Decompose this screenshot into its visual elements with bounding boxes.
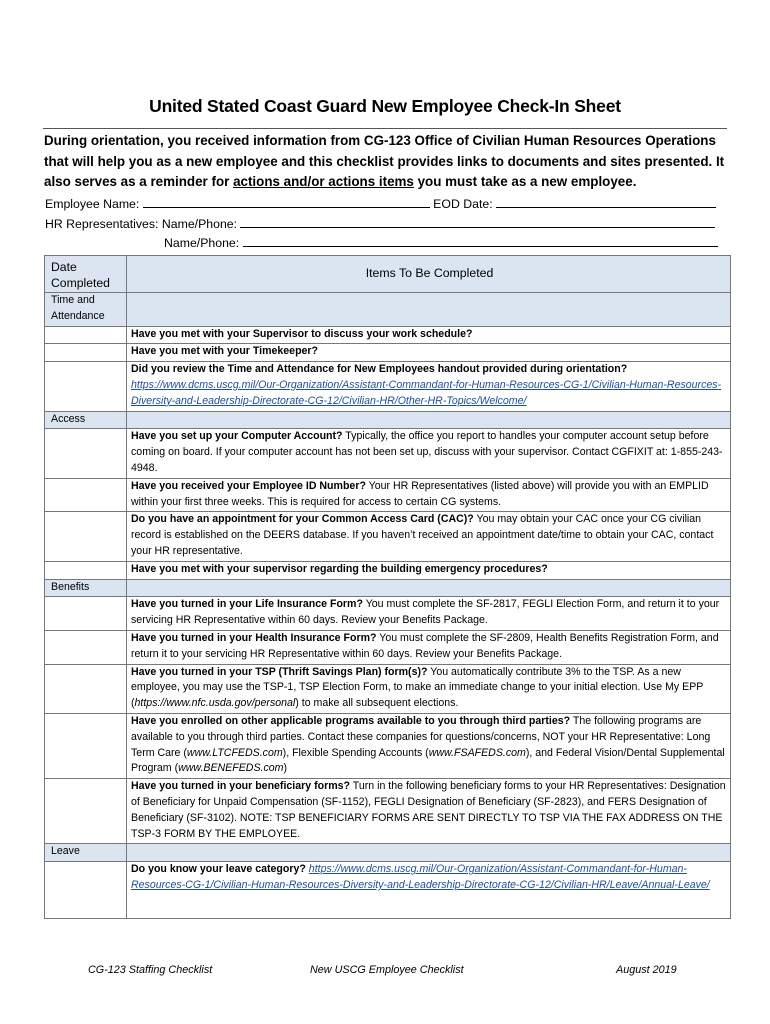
date-completed-header: Date Completed <box>45 256 127 293</box>
item-cell <box>127 862 731 919</box>
table-row <box>45 779 731 844</box>
table-row <box>45 326 731 344</box>
item-text: ), Flexible Spending Accounts ( <box>282 746 429 759</box>
table-row <box>45 512 731 561</box>
page-title: United Stated Coast Guard New Employee Check-In Sheet <box>149 96 621 116</box>
intro-text-start: During orientation, you received information from CG-123 Office of Civilian Human Resources Operations that will help you as a new employee and this checklist provides links to documents and sites presented. It also serves as a reminder for <box>44 133 725 189</box>
time-attendance-link[interactable]: https://www.dcms.uscg.mil/Our-Organization/Assistant-Commandant-for-Human-Resources-CG-1/Civilian-Human-Resources-Diversity-and-Leadership-Directorate-CG-12/Civilian-HR/Other-HR-Topics/Welcome/ <box>131 378 722 407</box>
items-header: Items To Be Completed <box>127 256 731 293</box>
intro-paragraph <box>44 131 734 193</box>
date-cell[interactable] <box>45 429 127 478</box>
date-cell[interactable] <box>45 597 127 631</box>
name-phone-blank[interactable] <box>243 236 718 247</box>
table-row <box>45 597 731 631</box>
item-text: The following programs are available to you through third parties. Contact these companies for questions/concerns, NOT your HR Representative: Long Term Care ( <box>131 714 711 759</box>
item-question: Have you turned in your TSP (Thrift Savings Plan) form(s)? <box>131 665 428 678</box>
section-label-time-attendance: Time and Attendance <box>45 293 127 327</box>
section-row-benefits <box>45 579 731 597</box>
table-row <box>45 561 731 579</box>
item-question: Have you turned in your beneficiary forms? <box>131 780 350 793</box>
item-question: Have you met with your Timekeeper? <box>131 345 319 358</box>
date-cell[interactable] <box>45 478 127 512</box>
table-row <box>45 344 731 362</box>
table-row <box>45 862 731 919</box>
date-cell[interactable] <box>45 362 127 411</box>
section-fill <box>127 579 731 597</box>
item-question: Have you turned in your Life Insurance Form? <box>131 598 363 611</box>
item-text: Typically, the office you report to handles your computer account setup before coming on board. If your computer account has not been set up, discuss with your supervisor. Contact CGFIXIT at: 1-855-243-4948. <box>131 430 723 474</box>
section-row-time-attendance <box>45 293 731 327</box>
hr-reps-blank[interactable] <box>240 217 715 228</box>
section-label-access: Access <box>45 411 127 429</box>
section-fill <box>127 293 731 327</box>
table-row <box>45 713 731 778</box>
item-cell <box>127 561 731 579</box>
date-cell[interactable] <box>45 326 127 344</box>
item-text: You automatically contribute 3% to the TSP. As a new employee, you may use the TSP-1, TSP Election Form, to make an immediate change to your initial election. Use My EPP ( <box>131 665 704 710</box>
item-cell <box>127 779 731 844</box>
item-question: Have you enrolled on other applicable programs available to you through third parties? <box>131 714 571 727</box>
item-text: You must complete the SF-2809, Health Benefits Registration Form, and return it to your servicing HR Representative within 60 days. Review your Benefits Package. <box>131 631 719 660</box>
date-cell[interactable] <box>45 344 127 362</box>
item-question: Have you turned in your Health Insurance Form? <box>131 631 377 644</box>
checklist-table <box>44 255 731 919</box>
section-label-leave: Leave <box>45 844 127 862</box>
item-question: Have you set up your Computer Account? <box>131 430 343 443</box>
footer-right: August 2019 <box>616 964 677 976</box>
date-cell[interactable] <box>45 630 127 664</box>
hr-reps-label: HR Representatives: Name/Phone: <box>45 217 238 231</box>
employee-name-blank[interactable] <box>143 197 430 208</box>
item-cell <box>127 478 731 512</box>
item-cell <box>127 344 731 362</box>
item-cell <box>127 512 731 561</box>
section-fill <box>127 844 731 862</box>
employee-name-field[interactable] <box>45 197 716 211</box>
date-cell[interactable] <box>45 664 127 713</box>
eod-date-blank[interactable] <box>496 197 716 208</box>
table-row <box>45 664 731 713</box>
intro-text-end: you must take as a new employee. <box>413 174 637 189</box>
table-row <box>45 630 731 664</box>
eod-date-label: EOD Date: <box>433 197 493 211</box>
date-cell[interactable] <box>45 561 127 579</box>
item-text: ), and Federal Vision/Dental Supplemental Program ( <box>131 746 725 775</box>
footer-left: CG-123 Staffing Checklist <box>88 964 213 976</box>
item-question: Do you have an appointment for your Common Access Card (CAC)? <box>131 513 474 526</box>
item-question: Did you review the Time and Attendance for New Employees handout provided during orientation? <box>131 363 628 376</box>
table-row <box>45 429 731 478</box>
item-text: ) to make all subsequent elections. <box>295 697 459 710</box>
date-cell[interactable] <box>45 512 127 561</box>
item-text: You must complete the SF-2817, FEGLI Election Form, and return it to your servicing HR Representative within 60 days. Review your Benefits Package. <box>131 598 720 627</box>
item-cell <box>127 362 731 411</box>
leave-category-link[interactable]: https://www.dcms.uscg.mil/Our-Organization/Assistant-Commandant-for-Human-Resources-CG-1/Civilian-Human-Resources-Diversity-and-Leadership-Directorate-CG-12/Civilian-HR/Leave/Annual-Leave/ <box>131 863 710 891</box>
item-question: Do you know your leave category? <box>131 863 306 876</box>
section-label-benefits: Benefits <box>45 579 127 597</box>
employee-name-label: Employee Name: <box>45 197 140 211</box>
intro-underlined: actions and/or actions items <box>233 174 414 189</box>
date-cell[interactable] <box>45 713 127 778</box>
item-text: Turn in the following beneficiary forms to your HR Representatives: Designation of Beneficiary for Unpaid Compensation (SF-1152), FEGLI Designation of Beneficiary (SF-2823), and FERS Designation of Beneficiary (SF-3102). NOTE: TSP BENEFICIARY FORMS ARE SENT DIRECTLY TO TSP VIA THE FAX ADDRESS ON THE TSP-3 FORM BY THE EMPLOYEE. <box>131 780 726 840</box>
title-divider <box>43 128 727 129</box>
section-row-access <box>45 411 731 429</box>
item-cell <box>127 664 731 713</box>
item-text: You may obtain your CAC once your CG civilian record is established on the DEERS database. If you haven’t received an appointment date/time to obtain your CAC, contact your HR representative. <box>131 513 714 557</box>
item-emphasis: www.BENEFEDS.com <box>178 762 284 775</box>
table-row <box>45 362 731 411</box>
item-cell <box>127 713 731 778</box>
date-cell[interactable] <box>45 862 127 919</box>
item-question: Have you met with your Supervisor to discuss your work schedule? <box>131 327 473 340</box>
item-cell <box>127 597 731 631</box>
item-emphasis: www.FSAFEDS.com <box>428 746 526 759</box>
item-cell <box>127 326 731 344</box>
item-text: ) <box>283 762 287 775</box>
date-cell[interactable] <box>45 779 127 844</box>
section-fill <box>127 411 731 429</box>
item-text: Your HR Representatives (listed above) will provide you with an EMPLID within your first three weeks. This is required for access to certain CG systems. <box>131 479 709 508</box>
item-question: Have you met with your supervisor regarding the building emergency procedures? <box>131 562 548 575</box>
hr-representatives-field[interactable] <box>45 217 715 231</box>
item-cell <box>127 630 731 664</box>
item-emphasis: www.LTCFEDS.com <box>186 746 283 759</box>
table-row <box>45 478 731 512</box>
name-phone-label: Name/Phone: <box>164 236 240 250</box>
name-phone-field[interactable] <box>164 236 718 250</box>
table-header-row <box>45 256 731 293</box>
footer-center: New USCG Employee Checklist <box>310 964 464 976</box>
item-cell <box>127 429 731 478</box>
item-question: Have you received your Employee ID Number? <box>131 479 366 492</box>
section-row-leave <box>45 844 731 862</box>
item-emphasis: https://www.nfc.usda.gov/personal <box>134 697 296 710</box>
